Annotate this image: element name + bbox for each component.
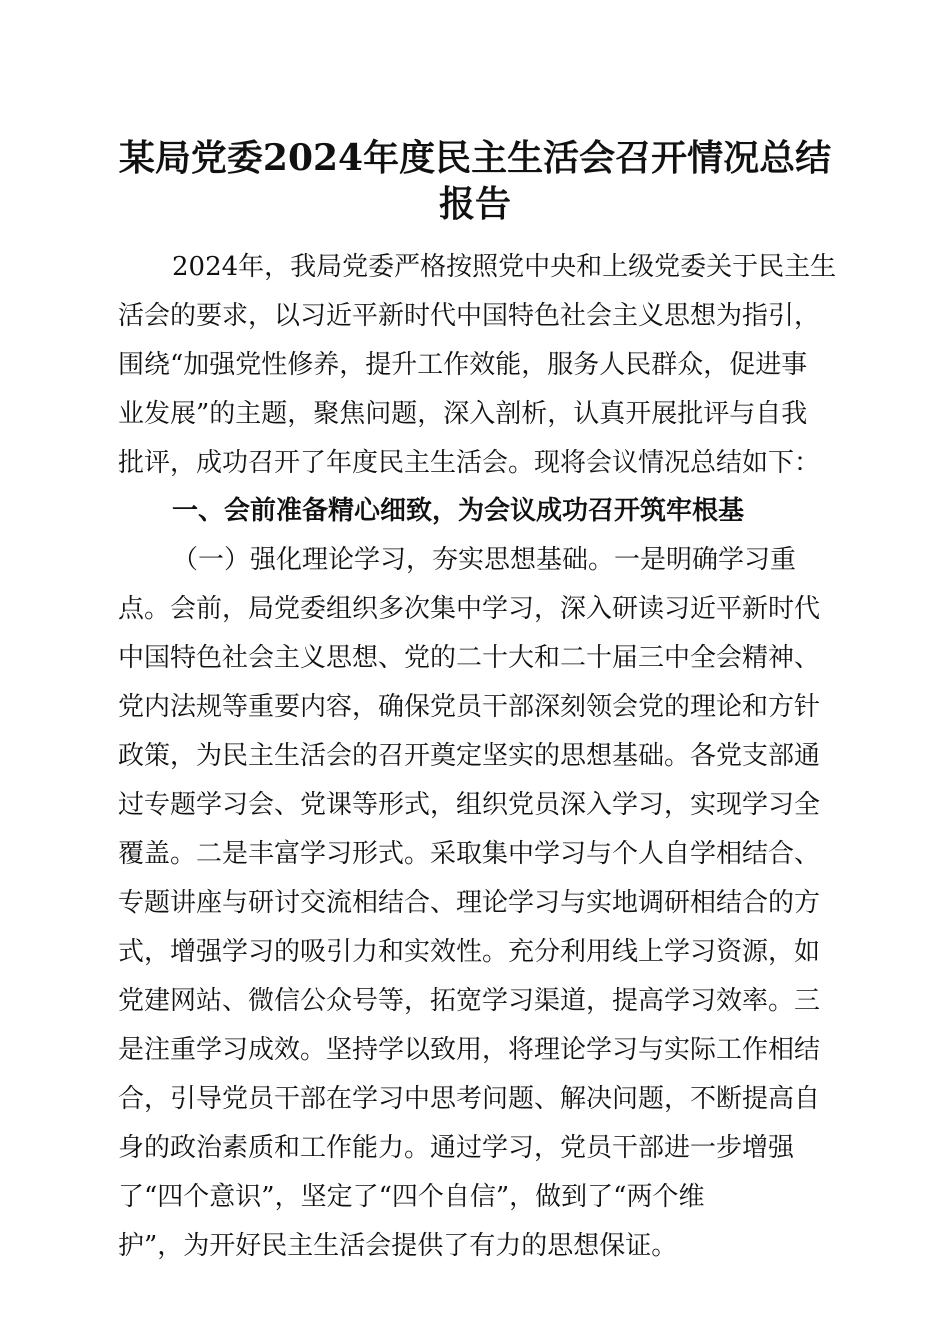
section-heading: 一、会前准备精心细致，为会议成功召开筑牢根基 <box>172 496 745 526</box>
intro-line: 批评，成功召开了年度民主生活会。现将会议情况总结如下： <box>118 448 821 478</box>
intro-line: 2024年，我局党委严格按照党中央和上级党委关于民主生 <box>172 252 837 282</box>
body-line: 合，引导党员干部在学习中思考问题、解决问题，不断提高自 <box>118 1084 821 1114</box>
intro-line: 活会的要求，以习近平新时代中国特色社会主义思想为指引， <box>118 301 821 331</box>
body-line: 党建网站、微信公众号等，拓宽学习渠道，提高学习效率。三 <box>118 986 821 1016</box>
body-line: 了“四个意识”，坚定了“四个自信”，做到了“两个维 <box>118 1182 705 1212</box>
body-line: 政策，为民主生活会的召开奠定坚实的思想基础。各党支部通 <box>118 741 821 771</box>
document-title-line-1: 某局党委2024年度民主生活会召开情况总结 <box>118 137 832 179</box>
body-line: 点。会前，局党委组织多次集中学习，深入研读习近平新时代 <box>118 594 821 624</box>
body-line: 专题讲座与研讨交流相结合、理论学习与实地调研相结合的方 <box>118 888 821 918</box>
body-line: 覆盖。二是丰富学习形式。采取集中学习与个人自学相结合、 <box>118 839 821 869</box>
body-line: 身的政治素质和工作能力。通过学习，党员干部进一步增强 <box>118 1133 795 1163</box>
body-line: 中国特色社会主义思想、党的二十大和二十届三中全会精神、 <box>118 643 821 673</box>
intro-line: 围绕“加强党性修养，提升工作效能，服务人民群众，促进事 <box>118 350 808 380</box>
body-line: （一）强化理论学习，夯实思想基础。一是明确学习重 <box>172 545 797 575</box>
body-line: 过专题学习会、党课等形式，组织党员深入学习，实现学习全 <box>118 790 821 820</box>
document-title-line-2: 报告 <box>438 183 511 225</box>
body-line: 党内法规等重要内容，确保党员干部深刻领会党的理论和方针 <box>118 692 821 722</box>
body-line: 是注重学习成效。坚持学以致用，将理论学习与实际工作相结 <box>118 1035 821 1065</box>
body-line: 式，增强学习的吸引力和实效性。充分利用线上学习资源，如 <box>118 937 821 967</box>
body-line: 护”，为开好民主生活会提供了有力的思想保证。 <box>118 1231 678 1261</box>
intro-line: 业发展”的主题，聚焦问题，深入剖析，认真开展批评与自我 <box>118 399 808 429</box>
